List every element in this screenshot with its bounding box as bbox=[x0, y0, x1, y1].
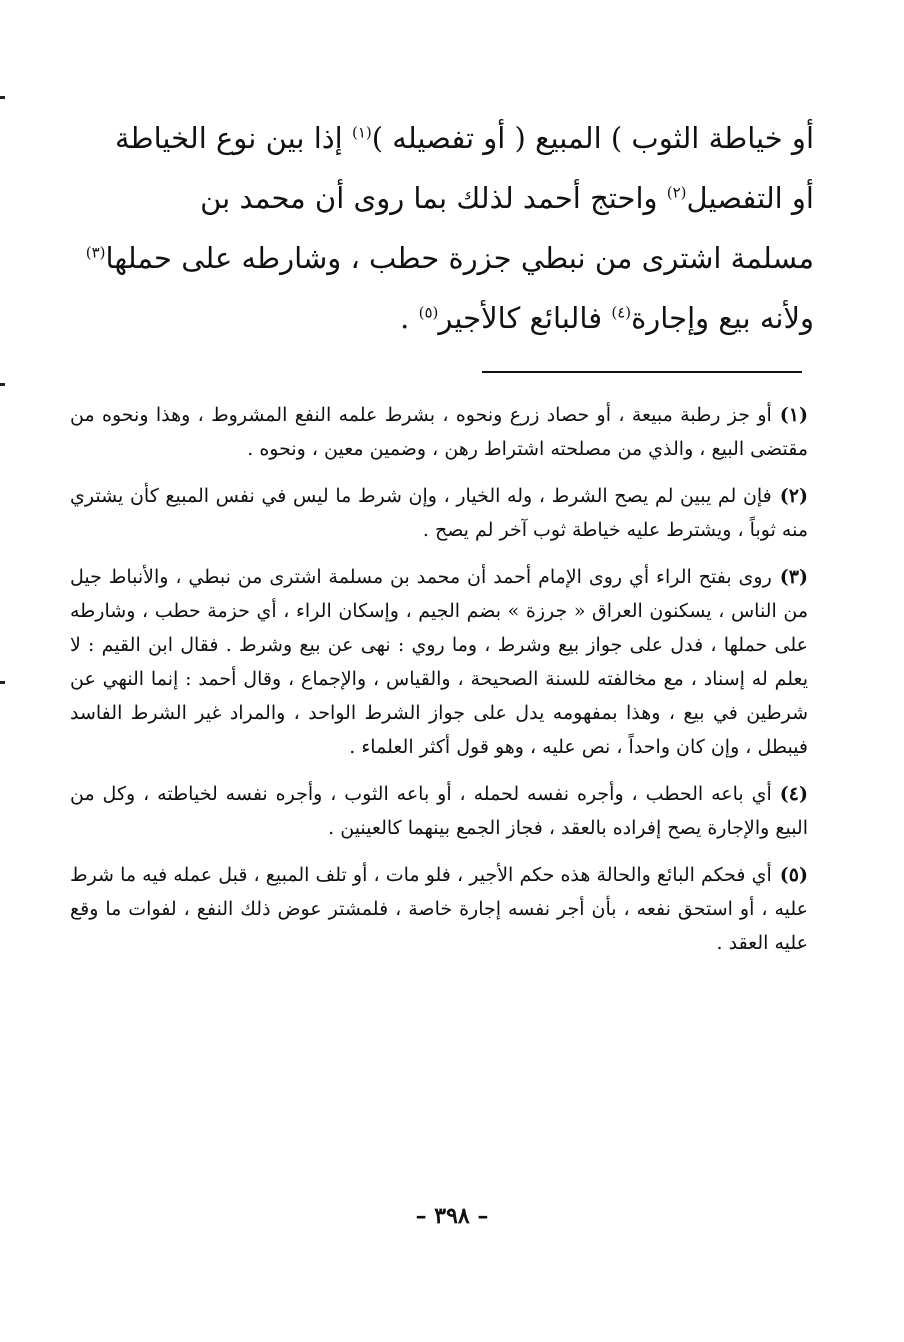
main-line-4 bbox=[66, 288, 814, 348]
footnote-number: (٢) bbox=[779, 485, 808, 507]
footnote-ref-5[interactable]: (٥) bbox=[418, 303, 439, 322]
footnote-ref-2[interactable]: (٢) bbox=[666, 183, 687, 202]
footnote-number: (٥) bbox=[779, 864, 808, 886]
footnote-text: أي فحكم البائع والحالة هذه حكم الأجير ، فلو مات ، أو تلف المبيع ، قبل عمله فيه ما شرط عليه ، أو استحق نفعه ، بأن أجر نفسه إجارة خاصة ، فلمشتر عوض ذلك النفع ، لفوات ما وقع عليه العقد . bbox=[70, 864, 808, 954]
main-line-3 bbox=[66, 228, 814, 288]
footnote-3 bbox=[70, 560, 808, 764]
scan-edge-mark bbox=[0, 96, 5, 99]
footnote-text: روى بفتح الراء أي روى الإمام أحمد أن محمد بن مسلمة اشترى من نبطي ، والأنباط جيل من الناس ، يسكنون العراق « جرزة » بضم الجيم ، وإسكان الراء ، أي حزمة حطب ، وشارطه على حملها ، فدل على جواز بيع وشرط ، وما روي : نهى عن بيع وشرط . فقال ابن القيم : لا يعلم له إسناد ، مع مخالفته للسنة الصحيحة ، والقياس ، والإجماع ، وقال أحمد : إنما النهي عن شرطين في بيع ، وهذا بمفهومه يدل على جواز الشرط الواحد ، والمراد غير الشرط الفاسد فيبطل ، وإن كان واحداً ، نص عليه ، وهو قول أكثر العلماء . bbox=[70, 566, 808, 758]
footnote-separator bbox=[482, 371, 802, 373]
scan-edge-mark bbox=[0, 383, 5, 386]
main-line-2 bbox=[66, 168, 814, 228]
main-text-segment: أو خياطة الثوب ) المبيع ( أو تفصيله ) bbox=[371, 121, 814, 155]
main-text bbox=[66, 108, 814, 348]
footnote-text: فإن لم يبين لم يصح الشرط ، وله الخيار ، وإن شرط ما ليس في نفس المبيع كأن يشتري منه ثوباً ، ويشترط عليه خياطة ثوب آخر لم يصح . bbox=[70, 485, 808, 541]
footnote-ref-4[interactable]: (٤) bbox=[611, 303, 632, 322]
footnote-text: أو جز رطبة مبيعة ، أو حصاد زرع ونحوه ، بشرط علمه النفع المشروط ، وهذا ونحوه من مقتضى البيع ، والذي من مصلحته اشتراط رهن ، وضمين معين ، ونحوه . bbox=[70, 404, 808, 460]
footnote-text: أي باعه الحطب ، وأجره نفسه لحمله ، أو باعه الثوب ، وأجره نفسه لخياطته ، وكل من البيع والإجارة يصح إفراده بالعقد ، فجاز الجمع بينهما كالعينين . bbox=[70, 783, 808, 839]
footnote-ref-3[interactable]: (٣) bbox=[85, 243, 106, 262]
footnote-1 bbox=[70, 398, 808, 466]
main-line-1 bbox=[66, 108, 814, 168]
scan-edge-mark bbox=[0, 681, 5, 684]
footnote-number: (٤) bbox=[779, 783, 808, 805]
main-text-segment: فالبائع كالأجير bbox=[438, 301, 603, 335]
footnote-5 bbox=[70, 858, 808, 960]
page-number: – ٣٩٨ – bbox=[415, 1203, 489, 1229]
footnote-4 bbox=[70, 777, 808, 845]
main-text-segment: أو التفصيل bbox=[686, 181, 814, 215]
footnote-number: (١) bbox=[779, 404, 808, 426]
main-text-segment: واحتج أحمد لذلك بما روى أن محمد بن bbox=[200, 181, 658, 215]
footnote-2 bbox=[70, 479, 808, 547]
main-text-segment: إذا بين نوع الخياطة bbox=[114, 121, 343, 155]
main-text-segment: . bbox=[400, 301, 410, 335]
footnotes bbox=[70, 398, 808, 973]
footnote-number: (٣) bbox=[779, 566, 808, 588]
main-text-segment: مسلمة اشترى من نبطي جزرة حطب ، وشارطه على حملها bbox=[105, 241, 814, 275]
main-text-segment: ولأنه بيع وإجارة bbox=[631, 301, 814, 335]
footnote-ref-1[interactable]: (١) bbox=[351, 123, 372, 142]
